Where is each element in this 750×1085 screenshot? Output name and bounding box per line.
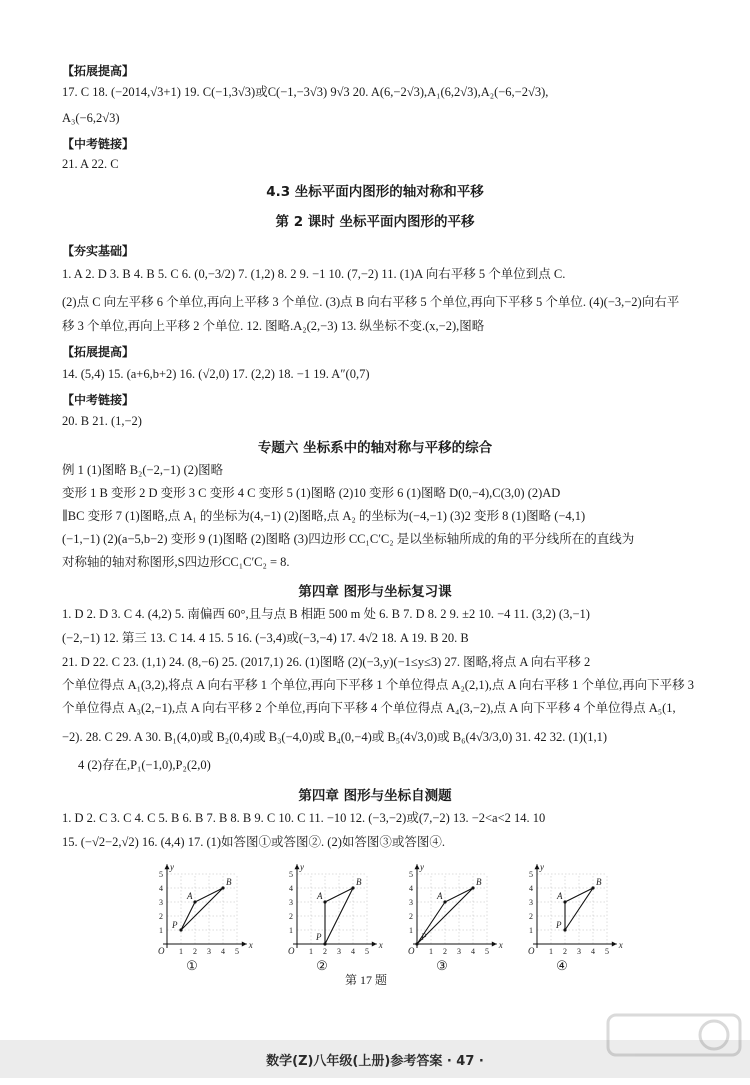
y-axis-label: y — [170, 862, 174, 873]
coordinate-figure — [395, 858, 503, 958]
answer-line: 对称轴的轴对称图形,S四边形CC₁C′C₂ = 8. — [62, 555, 290, 569]
point-label-a: A — [187, 891, 193, 901]
x-axis-label: x — [618, 940, 623, 950]
point-dot — [351, 886, 354, 889]
answer-line: 21. D 22. C 23. (1,1) 24. (8,−6) 25. (2017,1) 26. (1)图略 (2)(−3,y)(−1≤y≤3) 27. 图略,将点 A 向右平移 2 — [62, 655, 591, 669]
answer-line: 例 1 (1)图略 B₂(−2,−1) (2)图略 — [62, 463, 224, 477]
y-tick-label: 1 — [409, 926, 413, 935]
x-tick-label: 5 — [485, 947, 489, 956]
tag-exam-link: 【中考链接】 — [62, 393, 135, 407]
answer-line: ∥BC 变形 7 (1)图略,点 A₁ 的坐标为(4,−1) (2)图略,点 A₂ 的坐标为(−4,−1) (3)2 变形 8 (1)图略 (−4,1) — [62, 509, 586, 523]
y-axis-arrow — [165, 864, 170, 869]
point-label-b: B — [356, 877, 362, 887]
x-tick-label: 1 — [429, 947, 433, 956]
point-label-b: B — [596, 877, 602, 887]
y-tick-label: 1 — [289, 926, 293, 935]
answer-line: 个单位得点 A₃(2,−1),点 A 向右平移 2 个单位,再向下平移 4 个单位得点 A₄(3,−2),点 A 向下平移 4 个单位得点 A₅(1, — [62, 701, 676, 715]
x-tick-label: 3 — [457, 947, 461, 956]
x-axis-arrow — [242, 942, 247, 947]
figure-number-label: ④ — [556, 958, 568, 973]
origin-label: O — [408, 946, 415, 956]
y-tick-label: 3 — [529, 898, 533, 907]
point-label-p: P — [556, 920, 562, 930]
y-tick-label: 1 — [159, 926, 163, 935]
coordinate-figure — [145, 858, 253, 958]
point-label-b: B — [226, 877, 232, 887]
point-dot — [415, 942, 418, 945]
tag-expand: 【拓展提高】 — [62, 64, 135, 78]
section-title: 第四章 图形与坐标复习课 — [298, 584, 452, 600]
y-tick-label: 2 — [159, 912, 163, 921]
point-dot — [323, 942, 326, 945]
y-axis-arrow — [295, 864, 300, 869]
answer-line: 1. A 2. D 3. B 4. B 5. C 6. (0,−3/2) 7. (1,2) 8. 2 9. −1 10. (7,−2) 11. (1)A 向右平移 5 个单位到点 C. — [62, 267, 566, 281]
x-tick-label: 3 — [207, 947, 211, 956]
answer-line: A₃(−6,2√3) — [62, 111, 120, 125]
y-tick-label: 2 — [529, 912, 533, 921]
section-title: 专题六 坐标系中的轴对称与平移的综合 — [257, 440, 493, 456]
y-tick-label: 3 — [159, 898, 163, 907]
x-tick-label: 5 — [365, 947, 369, 956]
figure-number-label: ① — [186, 958, 198, 973]
y-axis-label: y — [300, 862, 304, 873]
x-axis-label: x — [378, 940, 383, 950]
answer-line: (2)点 C 向左平移 6 个单位,再向上平移 3 个单位. (3)点 B 向右平移 5 个单位,再向下平移 5 个单位. (4)(−3,−2)向右平 — [62, 295, 680, 309]
tag-exam-link: 【中考链接】 — [62, 137, 135, 151]
x-tick-label: 4 — [471, 947, 475, 956]
section-title: 4.3 坐标平面内图形的轴对称和平移 — [266, 184, 484, 200]
y-tick-label: 5 — [289, 870, 293, 879]
point-label-p: P — [172, 920, 178, 930]
answer-line: −2). 28. C 29. A 30. B₁(4,0)或 B₂(0,4)或 B₃(−4,0)或 B₄(0,−4)或 B₅(4√3,0)或 B₆(4√3/3,0) 31. 42 32. (1)(1,1) — [62, 730, 608, 744]
answer-line: 20. B 21. (1,−2) — [62, 414, 142, 428]
y-tick-label: 4 — [289, 884, 293, 893]
x-tick-label: 4 — [351, 947, 355, 956]
figure-number-label: ③ — [436, 958, 448, 973]
y-tick-label: 5 — [159, 870, 163, 879]
point-dot — [323, 900, 326, 903]
coordinate-figure — [275, 858, 383, 958]
x-tick-label: 3 — [337, 947, 341, 956]
point-dot — [563, 900, 566, 903]
y-tick-label: 4 — [409, 884, 413, 893]
answer-line: 个单位得点 A₁(3,2),将点 A 向右平移 1 个单位,再向下平移 1 个单位得点 A₂(2,1),点 A 向右平移 1 个单位,再向下平移 3 — [62, 678, 694, 692]
y-tick-label: 3 — [409, 898, 413, 907]
x-tick-label: 1 — [309, 947, 313, 956]
point-label-a: A — [557, 891, 563, 901]
x-axis-label: x — [248, 940, 253, 950]
point-dot — [591, 886, 594, 889]
y-tick-label: 5 — [409, 870, 413, 879]
x-tick-label: 2 — [563, 947, 567, 956]
x-tick-label: 1 — [179, 947, 183, 956]
y-tick-label: 5 — [529, 870, 533, 879]
answer-line: 17. C 18. (−2014,√3+1) 19. C(−1,3√3)或C(−1,−3√3) 9√3 20. A(6,−2√3),A₁(6,2√3),A₂(−6,−2√3), — [62, 85, 549, 99]
x-tick-label: 4 — [221, 947, 225, 956]
x-axis-label: x — [498, 940, 503, 950]
origin-label: O — [288, 946, 295, 956]
y-tick-label: 1 — [529, 926, 533, 935]
x-axis-arrow — [492, 942, 497, 947]
answer-line: 21. A 22. C — [62, 157, 119, 171]
point-label-p: P — [421, 932, 427, 942]
y-axis-arrow — [415, 864, 420, 869]
point-dot — [563, 928, 566, 931]
point-label-a: A — [437, 891, 443, 901]
y-tick-label: 2 — [409, 912, 413, 921]
y-axis-label: y — [540, 862, 544, 873]
x-tick-label: 5 — [605, 947, 609, 956]
point-label-a: A — [317, 891, 323, 901]
figure-caption: 第 17 题 — [345, 973, 388, 987]
answer-line: (−1,−1) (2)(a−5,b−2) 变形 9 (1)图略 (2)图略 (3)四边形 CC₁C′C₂ 是以坐标轴所成的角的平分线所在的直线为 — [62, 532, 635, 546]
x-tick-label: 4 — [591, 947, 595, 956]
point-dot — [471, 886, 474, 889]
footer-text: 数学(Z)八年级(上册)参考答案 · 47 · — [266, 1054, 484, 1069]
point-dot — [221, 886, 224, 889]
answer-line: 移 3 个单位,再向上平移 2 个单位. 12. 图略.A₂(2,−3) 13. 纵坐标不变.(x,−2),图略 — [62, 319, 485, 333]
y-tick-label: 2 — [289, 912, 293, 921]
point-label-p: P — [316, 932, 322, 942]
x-axis-arrow — [612, 942, 617, 947]
y-tick-label: 4 — [159, 884, 163, 893]
y-tick-label: 3 — [289, 898, 293, 907]
y-tick-label: 4 — [529, 884, 533, 893]
x-tick-label: 2 — [193, 947, 197, 956]
x-axis-arrow — [372, 942, 377, 947]
watermark-logo — [604, 1011, 744, 1081]
point-label-b: B — [476, 877, 482, 887]
y-axis-label: y — [420, 862, 424, 873]
point-dot — [443, 900, 446, 903]
section-title: 第四章 图形与坐标自测题 — [298, 788, 452, 804]
tag-basics: 【夯实基础】 — [62, 244, 135, 258]
answer-line: 变形 1 B 变形 2 D 变形 3 C 变形 4 C 变形 5 (1)图略 (2)10 变形 6 (1)图略 D(0,−4),C(3,0) (2)AD — [62, 486, 561, 500]
x-tick-label: 5 — [235, 947, 239, 956]
origin-label: O — [158, 946, 165, 956]
section-subtitle: 第 2 课时 坐标平面内图形的平移 — [275, 214, 475, 230]
answer-line: 1. D 2. C 3. C 4. C 5. B 6. B 7. B 8. B 9. C 10. C 11. −10 12. (−3,−2)或(7,−2) 13. −2<a<2 14. 10 — [62, 811, 546, 825]
answer-line: 4 (2)存在,P₁(−1,0),P₂(2,0) — [78, 758, 211, 772]
origin-label: O — [528, 946, 535, 956]
point-dot — [193, 900, 196, 903]
answer-line: (−2,−1) 12. 第三 13. C 14. 4 15. 5 16. (−3,4)或(−3,−4) 17. 4√2 18. A 19. B 20. B — [62, 631, 469, 645]
point-dot — [179, 928, 182, 931]
x-tick-label: 3 — [577, 947, 581, 956]
x-tick-label: 2 — [443, 947, 447, 956]
tag-expand: 【拓展提高】 — [62, 345, 135, 359]
answer-line: 15. (−√2−2,√2) 16. (4,4) 17. (1)如答图①或答图②. (2)如答图③或答图④. — [62, 835, 445, 849]
coordinate-figure — [515, 858, 623, 958]
x-tick-label: 2 — [323, 947, 327, 956]
answer-line: 14. (5,4) 15. (a+6,b+2) 16. (√2,0) 17. (2,2) 18. −1 19. A″(0,7) — [62, 367, 370, 381]
answer-line: 1. D 2. D 3. C 4. (4,2) 5. 南偏西 60°,且与点 B 相距 500 m 处 6. B 7. D 8. 2 9. ±2 10. −4 11. (3,2) (3,−1) — [62, 607, 590, 621]
x-tick-label: 1 — [549, 947, 553, 956]
y-axis-arrow — [535, 864, 540, 869]
figure-number-label: ② — [316, 958, 328, 973]
